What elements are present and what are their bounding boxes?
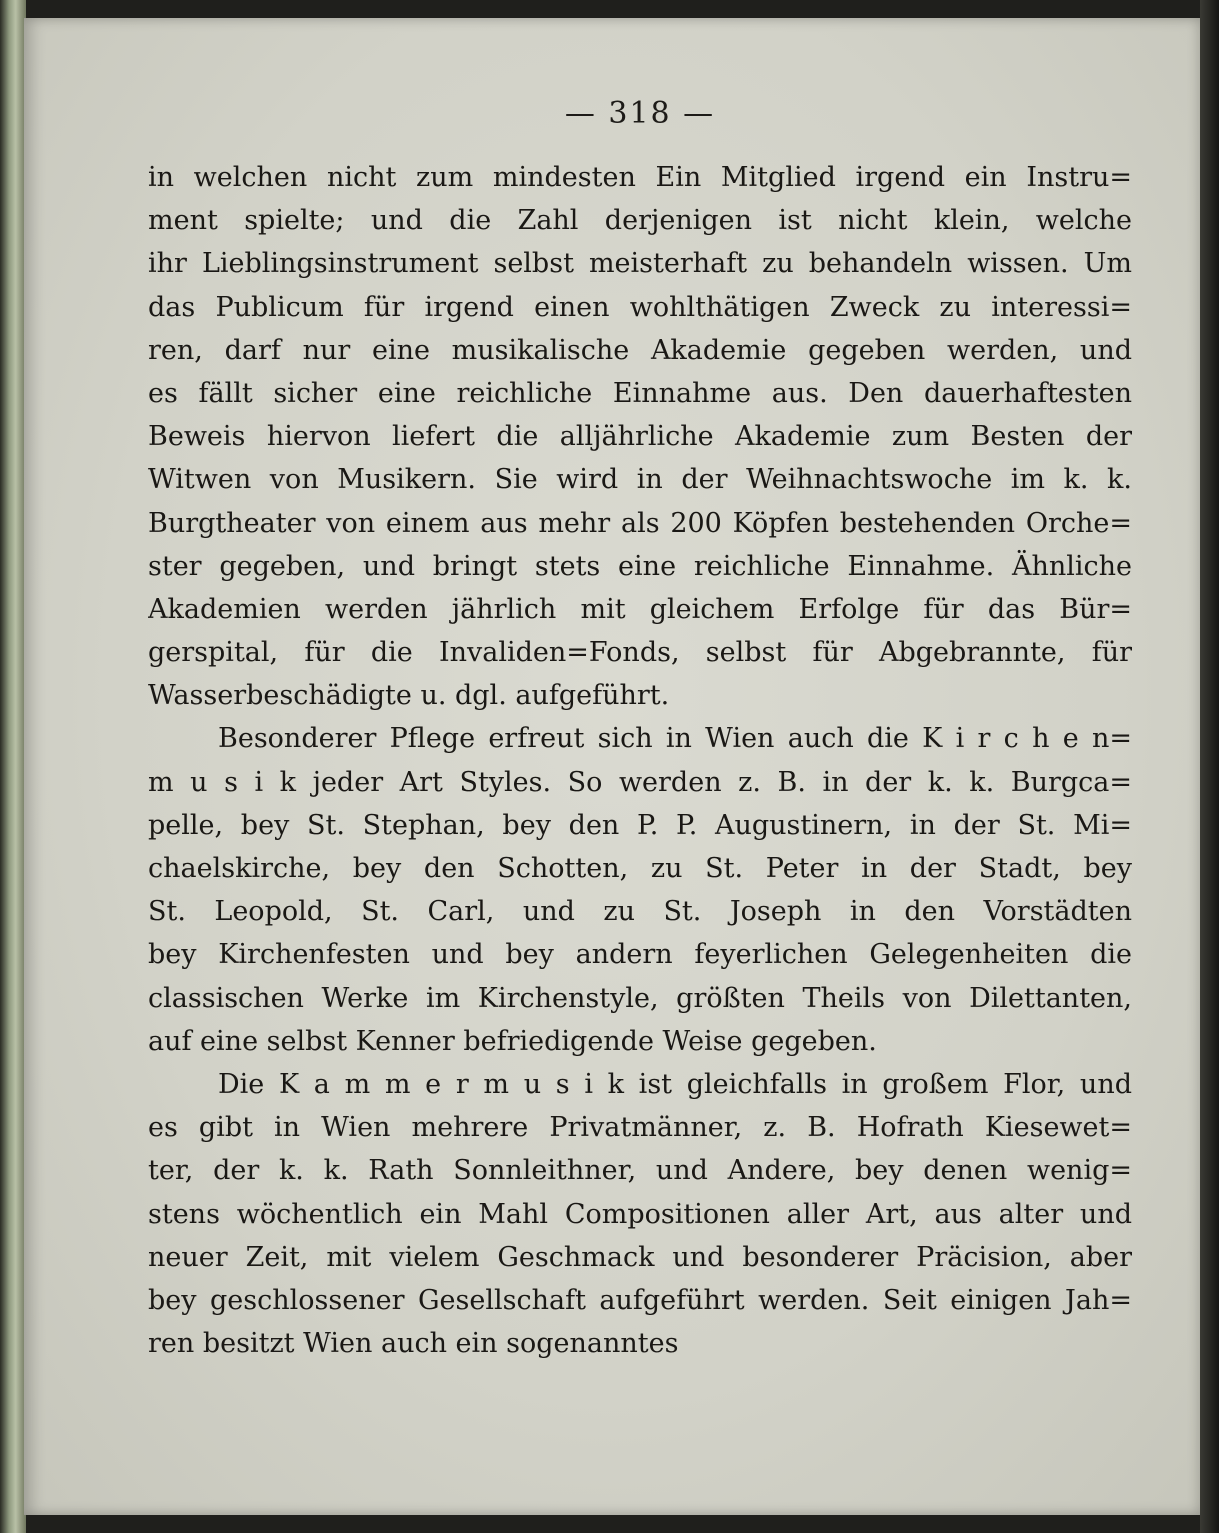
- text-line: stens wöchentlich ein Mahl Compositionen aller Art, aus alter und: [148, 1198, 1132, 1230]
- body-text: [148, 156, 1132, 1365]
- book-spine-edge: [0, 0, 26, 1533]
- text-line: Die K a m m e r m u s i k ist gleichfalls in großem Flor, und: [218, 1068, 1132, 1100]
- text-line: auf eine selbst Kenner befriedigende Weise gegeben.: [148, 1025, 877, 1057]
- text-line: gerspital, für die Invaliden=Fonds, selbst für Abgebrannte, für: [148, 637, 1132, 669]
- text-line: Burgtheater von einem aus mehr als 200 Köpfen bestehenden Orche=: [148, 507, 1132, 539]
- text-line: Beweis hiervon liefert die alljährliche Akademie zum Besten der: [148, 421, 1132, 453]
- text-line: ren besitzt Wien auch ein sogenanntes: [148, 1328, 679, 1360]
- text-line: ster gegeben, und bringt stets eine reichliche Einnahme. Ähnliche: [148, 550, 1132, 582]
- page-shadow-edge: [1200, 0, 1219, 1533]
- text-line: Witwen von Musikern. Sie wird in der Weihnachtswoche im k. k.: [148, 464, 1132, 496]
- text-line: ment spielte; und die Zahl derjenigen ist nicht klein, welche: [148, 205, 1132, 237]
- text-line: neuer Zeit, mit vielem Geschmack und besonderer Präcision, aber: [148, 1241, 1132, 1273]
- text-line: bey geschlossener Gesellschaft aufgeführt werden. Seit einigen Jah=: [148, 1284, 1132, 1316]
- text-line: m u s i k jeder Art Styles. So werden z. B. in der k. k. Burgca=: [148, 766, 1132, 798]
- text-line: classischen Werke im Kirchenstyle, größten Theils von Dilettanten,: [148, 982, 1132, 1014]
- page-number: — 318 —: [564, 96, 716, 131]
- text-line: es gibt in Wien mehrere Privatmänner, z. B. Hofrath Kiesewet=: [148, 1112, 1132, 1144]
- text-line: ren, darf nur eine musikalische Akademie gegeben werden, und: [148, 334, 1132, 366]
- text-line: pelle, bey St. Stephan, bey den P. P. Augustinern, in der St. Mi=: [148, 809, 1132, 841]
- text-line: ihr Lieblingsinstrument selbst meisterhaft zu behandeln wissen. Um: [148, 248, 1132, 280]
- text-line: Wasserbeschädigte u. dgl. aufgeführt.: [148, 680, 670, 712]
- text-line: in welchen nicht zum mindesten Ein Mitglied irgend ein Instru=: [148, 162, 1132, 193]
- text-line: ter, der k. k. Rath Sonnleithner, und Andere, bey denen wenig=: [148, 1155, 1132, 1187]
- text-line: chaelskirche, bey den Schotten, zu St. Peter in der Stadt, bey: [148, 853, 1132, 884]
- text-line: Akademien werden jährlich mit gleichem Erfolge für das Bür=: [148, 593, 1132, 625]
- text-line: bey Kirchenfesten und bey andern feyerlichen Gelegenheiten die: [148, 939, 1132, 971]
- text-line: es fällt sicher eine reichliche Einnahme aus. Den dauerhaftesten: [148, 377, 1132, 409]
- text-line: St. Leopold, St. Carl, und zu St. Joseph in den Vorstädten: [148, 896, 1132, 928]
- text-line: Besonderer Pflege erfreut sich in Wien auch die K i r c h e n=: [218, 723, 1132, 755]
- text-line: das Publicum für irgend einen wohlthätigen Zweck zu interessi=: [148, 291, 1132, 323]
